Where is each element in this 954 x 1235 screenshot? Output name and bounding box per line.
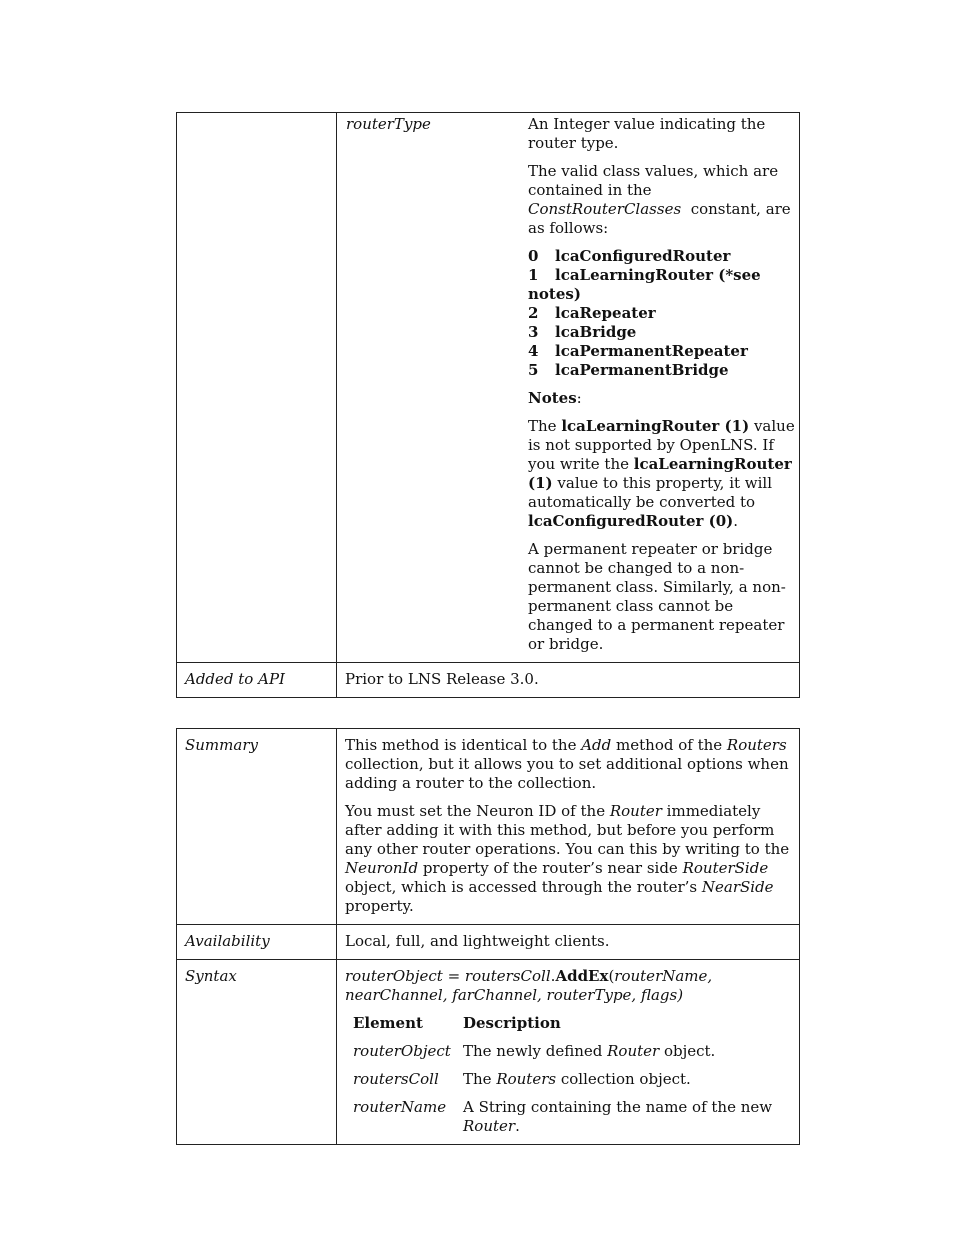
element-description: A String containing the name of the new Router. [463,1098,773,1135]
element-description: The newly defined Router object. [463,1042,716,1060]
element-name: routersColl [353,1070,439,1088]
table-row [177,729,800,925]
availability-value: Local, full, and lightweight clients. [345,932,610,950]
param-description-classes: The valid class values, which are contained in the ConstRouterClasses constant, are as follows: [528,162,791,237]
description-column-header: Description [463,1014,561,1032]
notes-heading: Notes: [528,389,582,407]
added-to-api-label: Added to API [185,670,285,688]
note-permanent-class: A permanent repeater or bridge cannot be changed to a non-permanent class. Similarly, a non-permanent class cannot be changed to a permanent repeater or bridge. [528,540,786,653]
syntax-label: Syntax [185,967,237,985]
added-to-api-value: Prior to LNS Release 3.0. [345,670,539,688]
empty-label-cell [177,113,337,663]
table-row [177,663,800,698]
table-row [345,1042,791,1070]
list-item: 5 lcaPermanentBridge [528,361,729,379]
table-row [177,113,800,663]
table-row [177,960,800,1145]
list-item: 1 lcaLearningRouter (*see notes) [528,266,761,303]
table-row [345,1098,791,1136]
syntax-signature: routerObject = routersColl.AddEx(routerName, nearChannel, farChannel, routerType, flags) [345,967,713,1004]
router-class-values-list [528,247,797,380]
element-name: routerName [353,1098,447,1116]
element-name: routerObject [353,1042,451,1060]
table-header-row [345,1014,791,1042]
list-item: 4 lcaPermanentRepeater [528,342,748,360]
list-item: 3 lcaBridge [528,323,637,341]
parameter-inner-table [337,113,799,662]
availability-label: Availability [185,932,270,950]
parameter-cell [337,113,800,663]
parameters-table-continued [176,112,800,698]
param-name-router-type: routerType [346,115,431,133]
table-row [345,1070,791,1098]
param-description-intro: An Integer value indicating the router type. [528,115,766,152]
syntax-elements-table [345,1014,791,1136]
note-learning-router: The lcaLearningRouter (1) value is not supported by OpenLNS. If you write the lcaLearningRouter (1) value to this property, it will automatically be converted to lcaConfiguredRouter (0). [528,417,795,530]
summary-paragraph-1: This method is identical to the Add method of the Routers collection, but it allows you to set additional options when adding a router to the collection. [345,736,789,792]
summary-paragraph-2: You must set the Neuron ID of the Router immediately after adding it with this method, but before you perform any other router operations. You can this by writing to the NeuronId property of the router’s near side RouterSide object, which is accessed through the router’s NearSide property. [345,802,790,915]
element-column-header: Element [353,1014,423,1032]
list-item: 2 lcaRepeater [528,304,656,322]
list-item: 0 lcaConfiguredRouter [528,247,731,265]
element-description: The Routers collection object. [463,1070,691,1088]
summary-label: Summary [185,736,258,754]
addex-method-table [176,728,800,1145]
table-row [177,925,800,960]
